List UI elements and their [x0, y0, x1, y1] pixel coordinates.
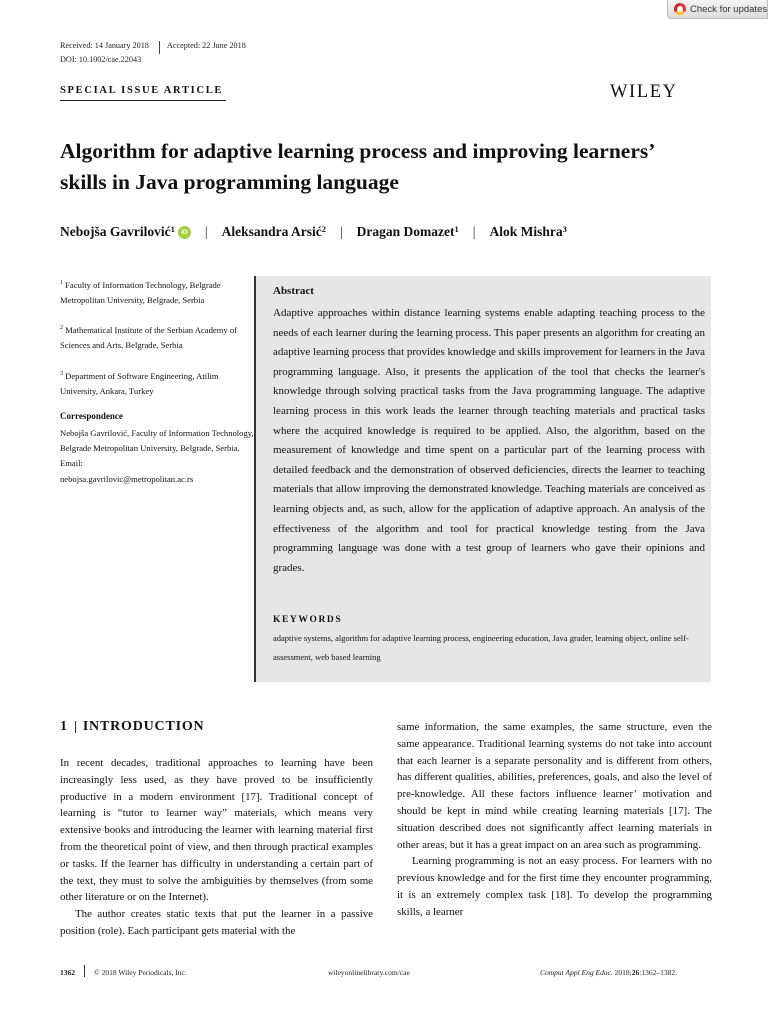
correspondence-heading: Correspondence — [60, 411, 123, 421]
dates-line — [60, 39, 246, 52]
article-title: Algorithm for adaptive learning process and improving learners’ skills in Java programming language — [60, 139, 654, 194]
copyright: © 2018 Wiley Periodicals, Inc. — [94, 968, 187, 977]
affiliation-sup: 2 — [60, 325, 63, 331]
author-affil-sup: 1 — [170, 224, 175, 234]
abstract-text: Adaptive approaches within distance learning systems enable adapting teaching process to the needs of each learner during the learning process. This paper presents an algorithm for creating an adaptive learning process that provides knowledge and skills improvement for learners in the Java programming language. Also, it presents the application of the tool that checks the learner's knowledge through solving practical tasks from the Java programming language. The adaptive learning process in this work leads the learner through teaching materials and practical tasks where the acquired knowledge is required to be applied. Also, the algorithm, based on the measurement of knowledge and time spent on a particular part of the learning process with detailed feedback and the demonstration of observed deficiencies, directs the learner to teaching materials that allow improving the demonstrated knowledge. Teaching materials are conceived as learning objects and, as such, allow for the application of adaptive approach. An analysis of the effectiveness of the algorithm and tool for practical knowledge testing from the Java programming language was done with a test group of learners who gave their opinions and grades. — [273, 307, 705, 574]
doi[interactable]: DOI: 10.1002/cae.22043 — [60, 55, 142, 64]
body-column-right — [397, 719, 712, 921]
article-type-underline — [60, 100, 226, 101]
journal-name: Comput Appl Eng Educ. — [540, 968, 613, 977]
author-separator: | — [472, 224, 476, 239]
author-name[interactable]: Alok Mishra — [489, 224, 563, 239]
citation-volume: 26 — [631, 968, 640, 977]
email-link[interactable]: nebojsa.gavrilovic@metropolitan.ac.rs — [60, 473, 194, 484]
check-for-updates-button[interactable] — [667, 0, 768, 19]
section-title: INTRODUCTION — [82, 719, 205, 734]
affiliation-text: Mathematical Institute of the Serbian Academy of Sciences and Arts, Belgrade, Serbia — [60, 324, 237, 351]
affiliation-sup: 1 — [60, 280, 63, 286]
affiliation — [60, 276, 250, 308]
divider — [84, 965, 85, 977]
paragraph: Learning programming is not an easy process. For learners with no previous knowledge and for the first time they encounter programming, it is an extremely complex task [18]. To develop the programming skills, a learner — [397, 855, 712, 918]
abstract-panel — [254, 276, 711, 682]
paragraph: same information, the same examples, the same structure, even the same appearance. Traditional learning systems do not take into account that each learner is a separate personality and is different from others, has different qualities, abilities, preferences, goals, and also the level of pre-knowledge. All these factors influence learner’ motivation and should be kept in mind while creating learning materials [17]. The situation described does not significantly affect learning materials in other areas, but it has a great impact on an area such as programming. — [397, 721, 712, 851]
affiliation-sup: 3 — [60, 371, 63, 377]
affiliation — [60, 367, 250, 399]
orcid-icon[interactable]: iD — [178, 226, 191, 239]
divider — [159, 41, 160, 54]
accepted-date: Accepted: 22 June 2018 — [166, 41, 246, 50]
correspondence-body — [60, 426, 255, 487]
author-separator: | — [339, 224, 343, 239]
author-name[interactable]: Nebojša Gavrilović — [60, 224, 171, 239]
email-label: Email: — [60, 458, 83, 469]
correspondence-text: Nebojša Gavrilović, Faculty of Information Technology, Belgrade Metropolitan University, Belgrade, Serbia. — [60, 428, 254, 454]
author-list — [60, 224, 567, 240]
author-separator: | — [204, 224, 208, 239]
citation-pages: :1362–1382. — [639, 968, 677, 977]
author-affil-sup: 3 — [562, 224, 567, 234]
page-number: 1362 — [60, 968, 75, 977]
keywords-heading: KEYWORDS — [273, 615, 343, 625]
author-affil-sup: 2 — [321, 224, 326, 234]
crossmark-icon — [674, 3, 686, 15]
author-name[interactable]: Dragan Domazet — [356, 224, 455, 239]
author-name[interactable]: Aleksandra Arsić — [221, 224, 322, 239]
received-date: Received: 14 January 2018 — [60, 41, 149, 50]
body-column-left — [60, 755, 373, 940]
check-for-updates-label: Check for updates — [690, 3, 768, 15]
section-heading — [60, 719, 204, 735]
abstract-heading: Abstract — [273, 285, 314, 297]
publisher-logo: WILEY — [610, 82, 678, 102]
affiliation — [60, 321, 250, 353]
citation-line — [540, 968, 677, 977]
article-type: SPECIAL ISSUE ARTICLE — [60, 85, 224, 96]
citation-year: 2018; — [614, 968, 632, 977]
paragraph: The author creates static texts that put the learner in a passive position (role). Each participant gets material with the — [60, 908, 373, 937]
affiliation-text: Faculty of Information Technology, Belgrade Metropolitan University, Belgrade, Serbia — [60, 279, 221, 306]
keywords-list: adaptive systems, algorithm for adaptive learning process, engineering education, Java grader, learning object, online self-assessment, web based learning — [273, 633, 689, 662]
affiliation-text: Department of Software Engineering, Atilim University, Ankara, Turkey — [60, 370, 219, 397]
paragraph: In recent decades, traditional approaches to learning have been increasingly less used, as they have proved to be insufficiently productive in a modern environment [17]. Traditional concept of learning is “tutor to learner way” materials, which means very extensive books and introducing the learner with learning material first from the theoretical point of view, and then through practical examples or tasks. If the learner has difficulty in understanding a certain part of the text, they must to solve the ambiguities by themselves (from some other literature or on the Internet). — [60, 757, 373, 904]
author-affil-sup: 1 — [454, 224, 459, 234]
divider — [75, 721, 76, 733]
section-number: 1 — [60, 719, 68, 734]
journal-url[interactable]: wileyonlinelibrary.com/cae — [328, 968, 410, 977]
